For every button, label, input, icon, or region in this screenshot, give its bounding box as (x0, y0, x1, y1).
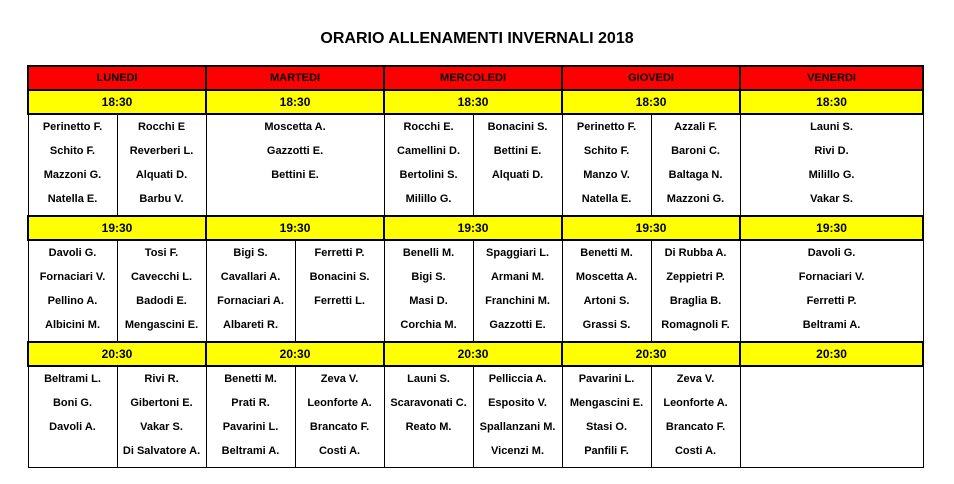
athlete-name: Brancato F. (309, 421, 370, 433)
schedule-cell (473, 114, 562, 216)
athlete-name: Badodi E. (136, 295, 187, 307)
athlete-name: Bonacini S. (309, 271, 370, 283)
time-header: 18:30 (384, 90, 562, 114)
athlete-name: Ferretti P. (806, 295, 857, 307)
time-header: 19:30 (384, 216, 562, 240)
athlete-name: Albicini M. (45, 319, 100, 331)
athlete-name: Spallanzani M. (479, 421, 556, 433)
athlete-name: Pavarini L. (578, 373, 635, 385)
athlete-name: Bigi S. (233, 247, 268, 259)
athlete-name: Milillo G. (405, 193, 452, 205)
schedule-cell (740, 366, 923, 468)
time-header: 20:30 (28, 342, 206, 366)
athlete-name: Moscetta A. (575, 271, 638, 283)
athlete-name: Reverberi L. (129, 145, 194, 157)
athlete-name: Davoli G. (48, 247, 97, 259)
athlete-name: Bertolini S. (399, 169, 458, 181)
time-header: 18:30 (28, 90, 206, 114)
day-header: MERCOLEDI (384, 66, 562, 90)
athlete-name: Romagnoli F. (661, 319, 730, 331)
day-header: GIOVEDI (562, 66, 740, 90)
athlete-name: Rocchi E. (403, 121, 454, 133)
athlete-name: Manzo V. (583, 169, 630, 181)
athlete-name: Bettini E. (493, 145, 542, 157)
time-header-row (28, 342, 923, 366)
schedule-cell (740, 240, 923, 342)
schedule-cell (651, 366, 740, 468)
schedule-cell (384, 240, 473, 342)
schedule-cell (473, 366, 562, 468)
athlete-name: Vakar S. (810, 193, 853, 205)
day-header: VENERDI (740, 66, 923, 90)
schedule-cell (117, 366, 206, 468)
schedule-cell (206, 114, 384, 216)
athlete-name: Rivi R. (144, 373, 179, 385)
schedule-cell (384, 366, 473, 468)
time-header-row (28, 216, 923, 240)
time-header: 20:30 (562, 342, 740, 366)
athlete-name: Alquati D. (135, 169, 188, 181)
athlete-name: Bettini E. (271, 169, 319, 181)
time-header: 20:30 (740, 342, 923, 366)
athlete-name: Masi D. (409, 295, 448, 307)
athlete-name: Di Rubba A. (664, 247, 727, 259)
time-header: 19:30 (28, 216, 206, 240)
athlete-name: Mengascini E. (569, 397, 644, 409)
athlete-name: Ferretti P. (314, 247, 365, 259)
athlete-name: Bigi S. (411, 271, 446, 283)
athlete-name: Ferretti L. (314, 295, 365, 307)
schedule-cell (117, 114, 206, 216)
athlete-name: Rocchi E (137, 121, 186, 133)
schedule-cell (562, 114, 651, 216)
athlete-name: Corchia M. (400, 319, 457, 331)
schedule-cell (651, 240, 740, 342)
athlete-name: Davoli A. (49, 421, 96, 433)
athlete-name: Artoni S. (583, 295, 630, 307)
athlete-name: Mengascini E. (124, 319, 199, 331)
time-header: 20:30 (206, 342, 384, 366)
athlete-name: Grassi S. (582, 319, 631, 331)
athlete-name: Rivi D. (814, 145, 849, 157)
athlete-name: Perinetto F. (576, 121, 637, 133)
athlete-name: Zeppietri P. (666, 271, 725, 283)
time-header-row (28, 90, 923, 114)
schedule-cell (562, 366, 651, 468)
time-header: 19:30 (740, 216, 923, 240)
slot-row (28, 366, 923, 468)
schedule-cell (206, 240, 295, 342)
athlete-name: Baltaga N. (668, 169, 723, 181)
schedule-cell (295, 366, 384, 468)
athlete-name: Prati R. (231, 397, 270, 409)
athlete-name: Mazzoni G. (666, 193, 725, 205)
athlete-name: Gibertoni E. (130, 397, 193, 409)
athlete-name: Natella E. (47, 193, 98, 205)
athlete-name: Gazzotti E. (489, 319, 546, 331)
athlete-name: Albareti R. (223, 319, 279, 331)
athlete-name: Beltrami A. (221, 445, 280, 457)
athlete-name: Bonacini S. (487, 121, 548, 133)
time-header: 19:30 (206, 216, 384, 240)
athlete-name: Benetti M. (224, 373, 277, 385)
schedule-cell (117, 240, 206, 342)
athlete-name: Baroni C. (671, 145, 720, 157)
athlete-name: Tosi F. (144, 247, 179, 259)
athlete-name: Panfili F. (584, 445, 629, 457)
athlete-name: Beltrami L. (44, 373, 101, 385)
schedule-cell (295, 240, 384, 342)
time-header: 20:30 (384, 342, 562, 366)
athlete-name: Pellino A. (47, 295, 98, 307)
athlete-name: Reato M. (405, 421, 452, 433)
athlete-name: Brancato F. (665, 421, 726, 433)
athlete-name: Schito F. (49, 145, 96, 157)
athlete-name: Barbu V. (139, 193, 184, 205)
schedule-cell (206, 366, 295, 468)
athlete-name: Vakar S. (140, 421, 183, 433)
schedule-cell (651, 114, 740, 216)
athlete-name: Zeva V. (676, 373, 715, 385)
athlete-name: Costi A. (674, 445, 717, 457)
athlete-name: Fornaciari V. (39, 271, 106, 283)
day-header: LUNEDI (28, 66, 206, 90)
athlete-name: Scaravonati C. (390, 397, 467, 409)
athlete-name: Vicenzi M. (491, 445, 545, 457)
slot-row (28, 240, 923, 342)
time-header: 18:30 (206, 90, 384, 114)
athlete-name: Esposito V. (488, 397, 547, 409)
schedule-table (27, 65, 924, 468)
athlete-name: Azzali F. (674, 121, 717, 133)
athlete-name: Armani M. (490, 271, 545, 283)
schedule-cell (28, 240, 117, 342)
schedule-cell (473, 240, 562, 342)
athlete-name: Fornaciari A. (217, 295, 284, 307)
athlete-name: Davoli G. (807, 247, 856, 259)
athlete-name: Benelli M. (402, 247, 455, 259)
athlete-name: Pelliccia A. (488, 373, 547, 385)
athlete-name: Mazzoni G. (43, 169, 102, 181)
athlete-name: Pavarini L. (222, 421, 279, 433)
athlete-name: Zeva V. (320, 373, 359, 385)
athlete-name: Gazzotti E. (266, 145, 324, 157)
athlete-name: Milillo G. (808, 169, 855, 181)
athlete-name: Fornaciari V. (798, 271, 865, 283)
athlete-name: Launi S. (810, 121, 853, 133)
athlete-name: Leonforte A. (663, 397, 728, 409)
athlete-name: Stasi O. (586, 421, 628, 433)
athlete-name: Franchini M. (485, 295, 550, 307)
athlete-name: Di Salvatore A. (122, 445, 201, 457)
athlete-name: Schito F. (583, 145, 630, 157)
athlete-name: Boni G. (52, 397, 93, 409)
schedule-cell (384, 114, 473, 216)
athlete-name: Cavecchi L. (130, 271, 193, 283)
athlete-name: Camellini D. (397, 145, 461, 157)
schedule-cell (28, 114, 117, 216)
athlete-name: Moscetta A. (264, 121, 326, 133)
day-header-row (28, 66, 923, 90)
athlete-name: Perinetto F. (42, 121, 103, 133)
athlete-name: Cavallari A. (220, 271, 281, 283)
schedule-cell (562, 240, 651, 342)
athlete-name: Beltrami A. (802, 319, 861, 331)
slot-row (28, 114, 923, 216)
page-title: ORARIO ALLENAMENTI INVERNALI 2018 (320, 30, 634, 47)
schedule-cell (740, 114, 923, 216)
schedule-cell (28, 366, 117, 468)
athlete-name: Braglia B. (669, 295, 722, 307)
athlete-name: Spaggiari L. (486, 247, 550, 259)
time-header: 18:30 (740, 90, 923, 114)
athlete-name: Launi S. (407, 373, 450, 385)
athlete-name: Benetti M. (580, 247, 633, 259)
athlete-name: Natella E. (581, 193, 632, 205)
athlete-name: Leonforte A. (307, 397, 372, 409)
time-header: 18:30 (562, 90, 740, 114)
day-header: MARTEDI (206, 66, 384, 90)
athlete-name: Costi A. (318, 445, 361, 457)
time-header: 19:30 (562, 216, 740, 240)
athlete-name: Alquati D. (491, 169, 544, 181)
